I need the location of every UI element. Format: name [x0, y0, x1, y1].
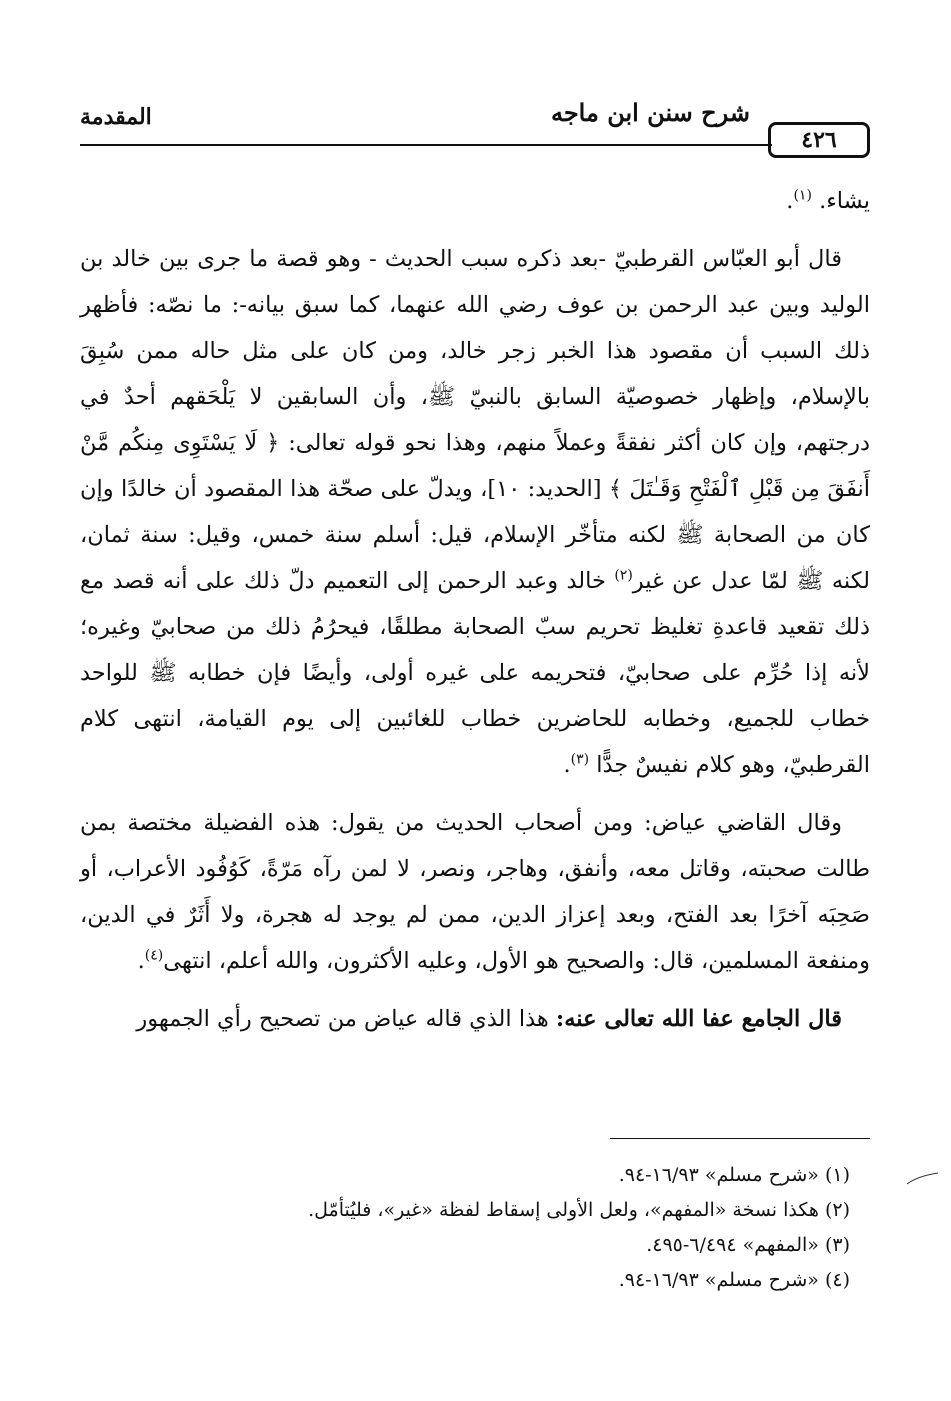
footnote-ref: (٤) — [144, 947, 164, 964]
footnote-separator — [610, 1138, 870, 1139]
paragraph-jami: قال الجامع عفا الله تعالى عنه: هذا الذي قاله عياض من تصحيح رأي الجمهور — [136, 1006, 842, 1032]
paragraph-iyad: وقال القاضي عياض: ومن أصحاب الحديث من يقول: هذه الفضيلة مختصة بمن طالت صحبته، وقاتل معه، وأنفق، وهاجر، ونصر، لا لمن رآه مَرّةً، كَوُفُود الأعراب، أو صَحِبَه آخرًا بعد الفتح، وبعد إعزاز الدين، ممن لم يوجد له هجرة، ولا أَثَرٌ في الدين، ومنفعة المسلمين، قال: والصحيح هو الأول، وعليه الأكثرون، والله أعلم، انتهى$^{(٤)}$. — [80, 810, 870, 974]
lead-phrase: قال الجامع عفا الله تعالى عنه: — [555, 1006, 842, 1032]
footnote-1: (١) «شرح مسلم» ١٦/٩٣-٩٤. — [618, 1164, 850, 1186]
section-title: المقدمة — [80, 104, 152, 130]
margin-pen-mark — [905, 1172, 939, 1186]
book-title: شرح سنن ابن ماجه — [550, 98, 750, 127]
footnote-3: (٣) «المفهم» ٦/٤٩٤-٤٩٥. — [646, 1234, 850, 1256]
opening-line: يشاء. $^{(١)}$. — [786, 187, 870, 214]
footnote-4: (٤) «شرح مسلم» ١٦/٩٣-٩٤. — [618, 1269, 850, 1291]
page-header — [80, 96, 870, 160]
footnote-2: (٢) هكذا نسخة «المفهم»، ولعل الأولى إسقاط لفظة «غير»، فليُتأمّل. — [308, 1199, 850, 1221]
paragraph-qurtubi: قال أبو العبّاس القرطبيّ -بعد ذكره سبب الحديث - وهو قصة ما جرى بين خالد بن الوليد وبين عبد الرحمن بن عوف رضي الله عنهما، كما سبق بيانه-: ما نصّه: فأظهر ذلك السبب أن مقصود هذا الخبر زجر خالد، ومن كان على مثل حاله ممن سُبِقَ بالإسلام، وإظهار خصوصيّة السابق بالنبيّ ﷺ، وأن السابقين لا يَلْحَقهم أحدٌ في درجتهم، وإن كان أكثر نفقةً وعملاً منهم، وهذا نحو قوله تعالى: ﴿ لَا يَسْتَوِى مِنكُم مَّنْ أَنفَقَ مِن قَبْلِ ٱلْفَتْحِ وَقَـٰتَلَ ﴾ [الحديد: ١٠]، ويدلّ على صحّة هذا المقصود أن خالدًا وإن كان من الصحابة ﷺ لكنه متأخّر الإسلام، قيل: أسلم سنة خمس، وقيل: سنة ثمان، لكنه ﷺ لمّا عدل عن غير$^{(٢)}$ خالد وعبد الرحمن إلى التعميم دلّ ذلك على أنه قصد مع ذلك تقعيد قاعدةِ تغليظ تحريم سبّ الصحابة مطلقًا، فيحرُمُ ذلك من صحابيّ وغيره؛ لأنه إذا حُرِّم على صحابيّ، فتحريمه على غيره أولى، وأيضًا فإن خطابه ﷺ للواحد خطاب للجميع، وخطابه للحاضرين خطاب للغائبين إلى يوم القيامة، انتهى كلام القرطبيّ، وهو كلام نفيسٌ جدًّا $^{(٣)}$. — [80, 246, 870, 778]
main-text — [80, 178, 870, 1042]
footnotes — [80, 1158, 850, 1298]
footnote-ref: (٣) — [570, 751, 590, 768]
footnote-ref: (١) — [793, 187, 812, 204]
header-rule — [80, 144, 772, 146]
page-number: ٤٢٦ — [768, 122, 870, 158]
footnote-ref: (٢) — [614, 567, 633, 584]
